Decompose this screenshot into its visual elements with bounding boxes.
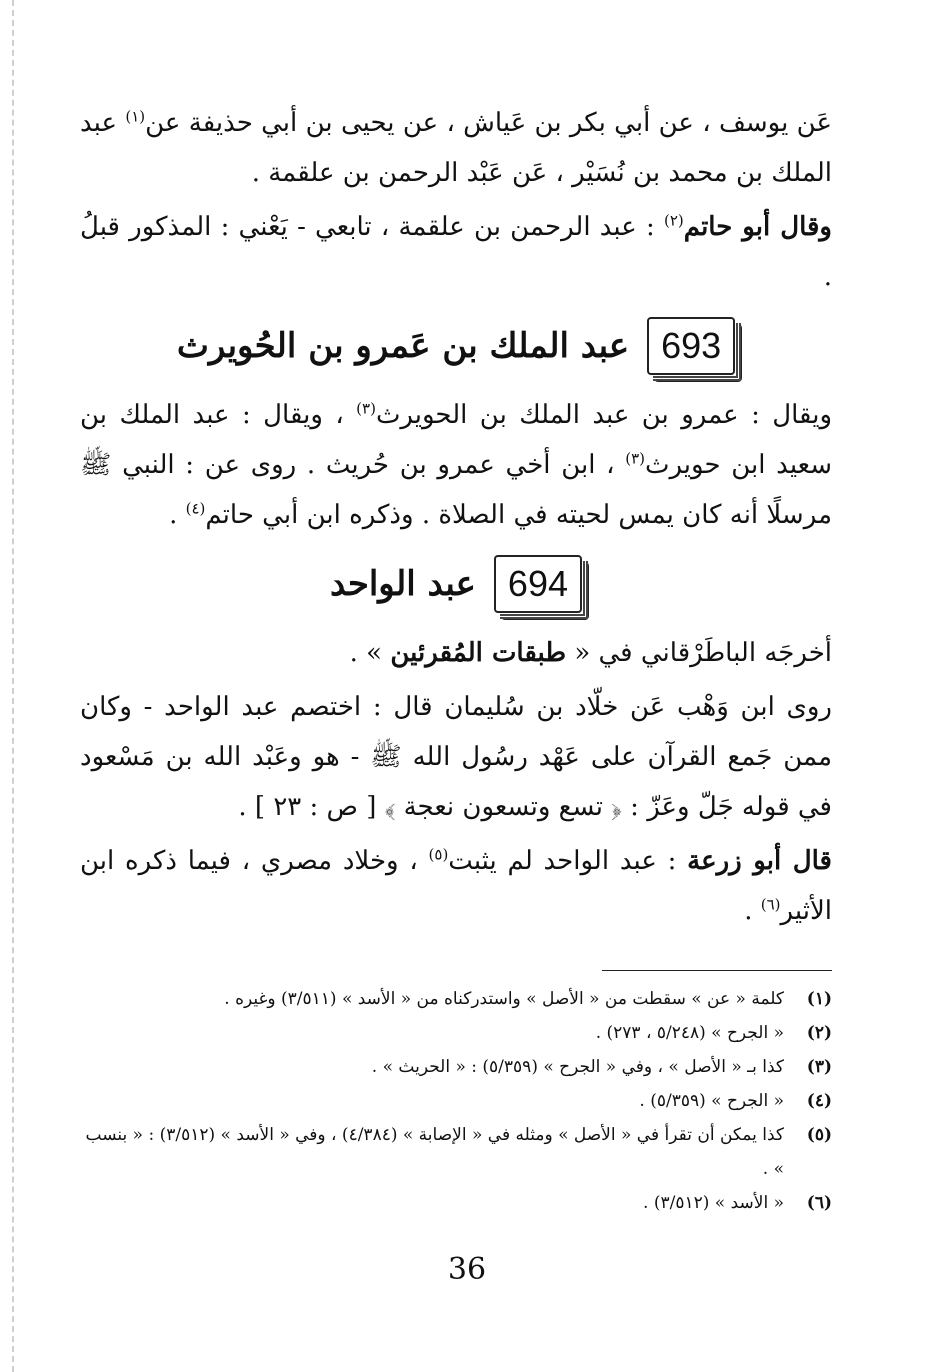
main-text [80, 98, 832, 936]
footnote-ref[interactable]: (٤) [185, 499, 206, 518]
footnote-item: (٢) « الجرح » (٥/٢٤٨ ، ٢٧٣) . [80, 1016, 832, 1050]
footnote-number: (١) [806, 989, 832, 1009]
footnote-ref[interactable]: (٣) [356, 399, 376, 418]
scan-edge-line [12, 0, 14, 1372]
paragraph-abu-hatim: وقال أبو حاتم$^{(٢)}$ : عبد الرحمن بن علقمة ، تابعي - يَعْني : المذكور قبلُ . [80, 211, 832, 292]
entry-693-body: ويقال : عمرو بن عبد الملك بن الحويرث$^{(٣)}$ ، ويقال : عبد الملك بن سعيد ابن حويرث$^{(٣)}$ ، ابن أخي عمرو بن حُريث . روى عن : النبي ﷺ مرسلًا أنه كان يمس لحيته في الصلاة . وذكره ابن أبي حاتم$^{(٤)}$ . [80, 399, 833, 530]
entry-number-box: 694 [494, 555, 582, 613]
entry-heading-693 [80, 302, 832, 390]
footnote-ref[interactable]: (٦) [760, 895, 781, 914]
entry-694-source: أخرجَه الباطَرْقاني في « طبقات المُقرئين » . [349, 638, 832, 668]
footnote-number: (٢) [806, 1023, 832, 1043]
entry-694-narration: روى ابن وَهْب عَن خلّاد بن سُليمان قال : اختصم عبد الواحد - وكان ممن جَمع القرآن على عَهْد رسُول الله ﷺ - هو وعَبْد الله بن مَسْعود في قوله جَلّ وعَزّ : ﴿ تسع وتسعون نعجة ﴾ [ ص : ٢٣ ] . [80, 692, 832, 822]
entry-title: عبد الملك بن عَمرو بن الحُويرث [176, 326, 630, 366]
footnote-ref[interactable]: (٢) [663, 211, 684, 230]
entry-694-abu-zura: قال أبو زرعة : عبد الواحد لم يثبت$^{(٥)}$ ، وخلاد مصري ، فيما ذكره ابن الأثير$^{(٦)}$ . [80, 845, 832, 926]
footnote-divider [602, 970, 832, 971]
footnote-item: (٤) « الجرح » (٥/٣٥٩) . [80, 1084, 832, 1118]
footnote-ref[interactable]: (١) [125, 107, 146, 126]
footnote-ref[interactable]: (٥) [428, 845, 449, 864]
footnotes [80, 982, 832, 1220]
footnote-number: (٦) [806, 1193, 832, 1213]
entry-heading-694 [80, 540, 832, 628]
page-number: 36 [447, 1252, 487, 1287]
footnote-item: (١) كلمة « عن » سقطت من « الأصل » واستدركناه من « الأسد » (٣/٥١١) وغيره . [80, 982, 832, 1016]
footnote-number: (٣) [806, 1057, 832, 1077]
entry-title: عبد الواحد [330, 564, 476, 604]
footnote-number: (٤) [806, 1091, 832, 1111]
footnote-item: (٦) « الأسد » (٣/٥١٢) . [80, 1186, 832, 1220]
footnote-item: (٥) كذا يمكن أن تقرأ في « الأصل » ومثله في « الإصابة » (٤/٣٨٤) ، وفي « الأسد » (٣/٥١٢) : « بنسب » . [80, 1118, 832, 1186]
footnote-number: (٥) [806, 1125, 832, 1145]
footnote-ref[interactable]: (٣) [625, 449, 645, 468]
paragraph-isnad: عَن يوسف ، عن أبي بكر بن عَياش ، عن يحيى بن أبي حذيفة عن$^{(١)}$ عبد الملك بن محمد بن نُسَيْر ، عَن عَبْد الرحمن بن علقمة . [80, 107, 832, 188]
entry-number-box: 693 [647, 317, 735, 375]
footnote-item: (٣) كذا بـ « الأصل » ، وفي « الجرح » (٥/٣٥٩) : « الحريث » . [80, 1050, 832, 1084]
